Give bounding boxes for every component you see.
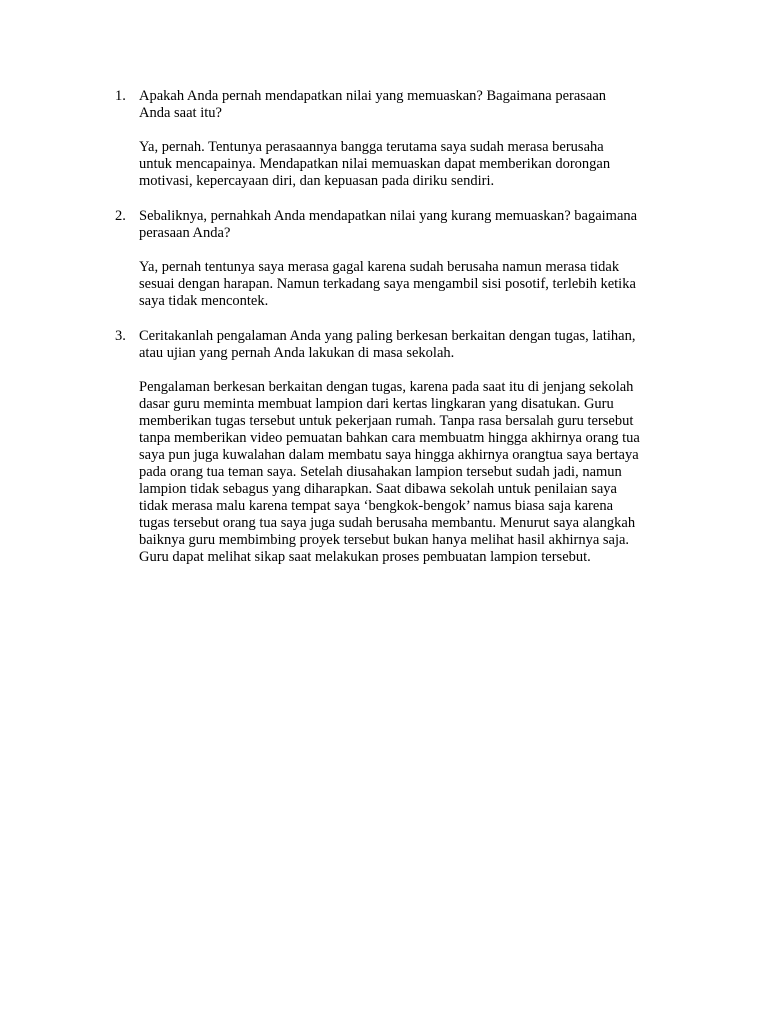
question-item-3: [110, 328, 670, 566]
question-number: 2.: [115, 208, 126, 224]
answer-text: Ya, pernah. Tentunya perasaannya bangga terutama saya sudah merasa berusaha untuk mencapainya. Mendapatkan nilai memuaskan dapat memberikan dorongan motivasi, kepercayaan diri, dan kepuasan pada diriku sendiri.: [139, 139, 611, 189]
question-item-2: [110, 208, 670, 310]
question-list: [110, 88, 670, 584]
question-text: Apakah Anda pernah mendapatkan nilai yang memuaskan? Bagaimana perasaan Anda saat itu?: [139, 88, 607, 121]
question-number: 1.: [115, 88, 126, 104]
question-text: Sebaliknya, pernahkah Anda mendapatkan nilai yang kurang memuaskan? bagaimana perasaan Anda?: [139, 208, 638, 241]
question-number: 3.: [115, 328, 126, 344]
question-text: Ceritakanlah pengalaman Anda yang paling berkesan berkaitan dengan tugas, latihan, atau ujian yang pernah Anda lakukan di masa sekolah.: [139, 328, 636, 361]
question-item-1: [110, 88, 670, 190]
answer-text: Pengalaman berkesan berkaitan dengan tugas, karena pada saat itu di jenjang sekolah dasar guru meminta membuat lampion dari kertas lingkaran yang disatukan. Guru memberikan tugas tersebut untuk pekerjaan rumah. Tanpa rasa bersalah guru tersebut tanpa memberikan video pemuatan bahkan cara membuatm hingga akhirnya orang tua saya pun juga kuwalahan dalam membatu saya hingga akhirnya orangtua saya bertaya pada orang tua teman saya. Setelah diusahakan lampion tersebut sudah jadi, namun lampion tidak sebagus yang diharapkan. Saat dibawa sekolah untuk penilaian saya tidak merasa malu karena tempat saya ‘bengkok-bengok’ namus biasa saja karena tugas tersebut orang tua saya juga sudah berusaha membantu. Menurut saya alangkah baiknya guru membimbing proyek tersebut bukan hanya melihat hasil akhirnya saja. Guru dapat melihat sikap saat melakukan proses pembuatan lampion tersebut.: [139, 379, 640, 565]
answer-text: Ya, pernah tentunya saya merasa gagal karena sudah berusaha namun merasa tidak sesuai dengan harapan. Namun terkadang saya mengambil sisi posotif, terlebih ketika saya tidak mencontek.: [139, 259, 636, 309]
